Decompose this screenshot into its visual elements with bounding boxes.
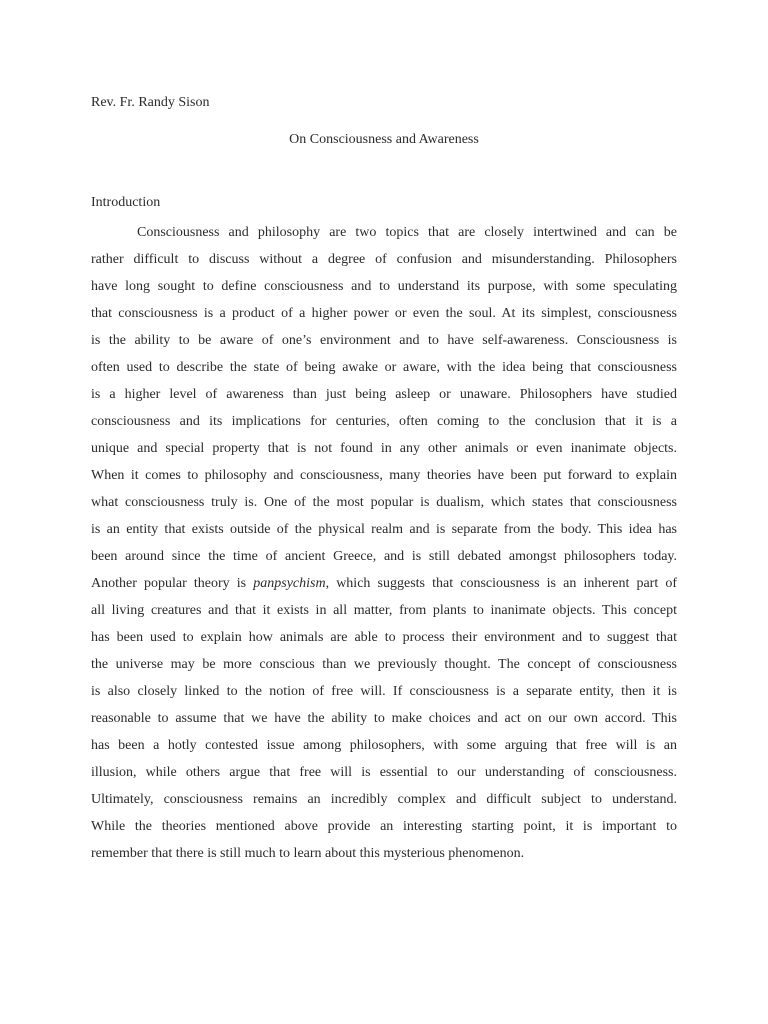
text-segment: Ultimately, consciousness remains an incredibly complex and difficult subject to understand. (91, 792, 677, 807)
text-segment: While the theories mentioned above provide an interesting starting point, it is important to (91, 819, 677, 834)
text-segment: have long sought to define consciousness and to understand its purpose, with some speculating (91, 279, 677, 294)
text-segment: often used to describe the state of being awake or aware, with the idea being that consciousness (91, 360, 677, 375)
paragraph-line (91, 462, 677, 489)
text-segment: is the ability to be aware of one’s environment and to have self-awareness. Consciousness is (91, 333, 677, 348)
paragraph-line (91, 381, 677, 408)
paragraph-line (91, 678, 677, 705)
text-segment: that consciousness is a product of a higher power or even the soul. At its simplest, consciousness (91, 306, 677, 321)
text-segment: Another popular theory is (91, 576, 254, 591)
text-segment: reasonable to assume that we have the ability to make choices and act on our own accord. This (91, 711, 677, 726)
document-title: On Consciousness and Awareness (289, 132, 479, 147)
paragraph-line (91, 408, 677, 435)
paragraph-line (91, 516, 677, 543)
paragraph-line (91, 327, 677, 354)
italic-term: panpsychism (253, 576, 326, 591)
text-segment: rather difficult to discuss without a degree of confusion and misunderstanding. Philosophers (91, 252, 677, 267)
paragraph-line (91, 300, 677, 327)
text-segment: all living creatures and that it exists in all matter, from plants to inanimate objects. This concept (91, 603, 677, 618)
paragraph-line (91, 435, 677, 462)
text-segment: the universe may be more conscious than we previously thought. The concept of consciousness (91, 657, 677, 672)
text-segment: is also closely linked to the notion of free will. If consciousness is a separate entity, then it is (91, 684, 677, 699)
text-segment: has been a hotly contested issue among philosophers, with some arguing that free will is an (91, 738, 677, 753)
text-segment: remember that there is still much to learn about this mysterious phenomenon. (91, 846, 525, 861)
paragraph-line (91, 786, 677, 813)
paragraph-line (91, 840, 677, 867)
paragraph-line (91, 273, 677, 300)
paragraph-line (91, 597, 677, 624)
text-segment: Consciousness and philosophy are two topics that are closely intertwined and can be (137, 225, 677, 240)
paragraph-line (91, 570, 677, 597)
paragraph-line (91, 246, 677, 273)
author-name: Rev. Fr. Randy Sison (91, 95, 210, 110)
text-segment: unique and special property that is not found in any other animals or even inanimate objects. (91, 441, 677, 456)
introduction-paragraph (91, 219, 677, 867)
paragraph-line (91, 813, 677, 840)
text-segment: When it comes to philosophy and consciousness, many theories have been put forward to explain (91, 468, 677, 483)
paragraph-line (91, 732, 677, 759)
paragraph-line (91, 219, 677, 246)
text-segment: consciousness and its implications for centuries, often coming to the conclusion that it is a (91, 414, 677, 429)
paragraph-line (91, 543, 677, 570)
text-segment: illusion, while others argue that free will is essential to our understanding of consciousness. (91, 765, 677, 780)
paragraph-line (91, 759, 677, 786)
paragraph-line (91, 651, 677, 678)
text-segment: is a higher level of awareness than just being asleep or unaware. Philosophers have studied (91, 387, 677, 402)
paragraph-line (91, 489, 677, 516)
paragraph-line (91, 354, 677, 381)
section-heading: Introduction (91, 195, 161, 210)
text-segment: what consciousness truly is. One of the most popular is dualism, which states that consciousness (91, 495, 677, 510)
text-segment: is an entity that exists outside of the physical realm and is separate from the body. This idea has (91, 522, 677, 537)
text-segment: , which suggests that consciousness is an inherent part of (325, 576, 677, 591)
paragraph-line (91, 624, 677, 651)
text-segment: been around since the time of ancient Greece, and is still debated amongst philosophers today. (91, 549, 677, 564)
paragraph-line (91, 705, 677, 732)
text-segment: has been used to explain how animals are able to process their environment and to suggest that (91, 630, 677, 645)
